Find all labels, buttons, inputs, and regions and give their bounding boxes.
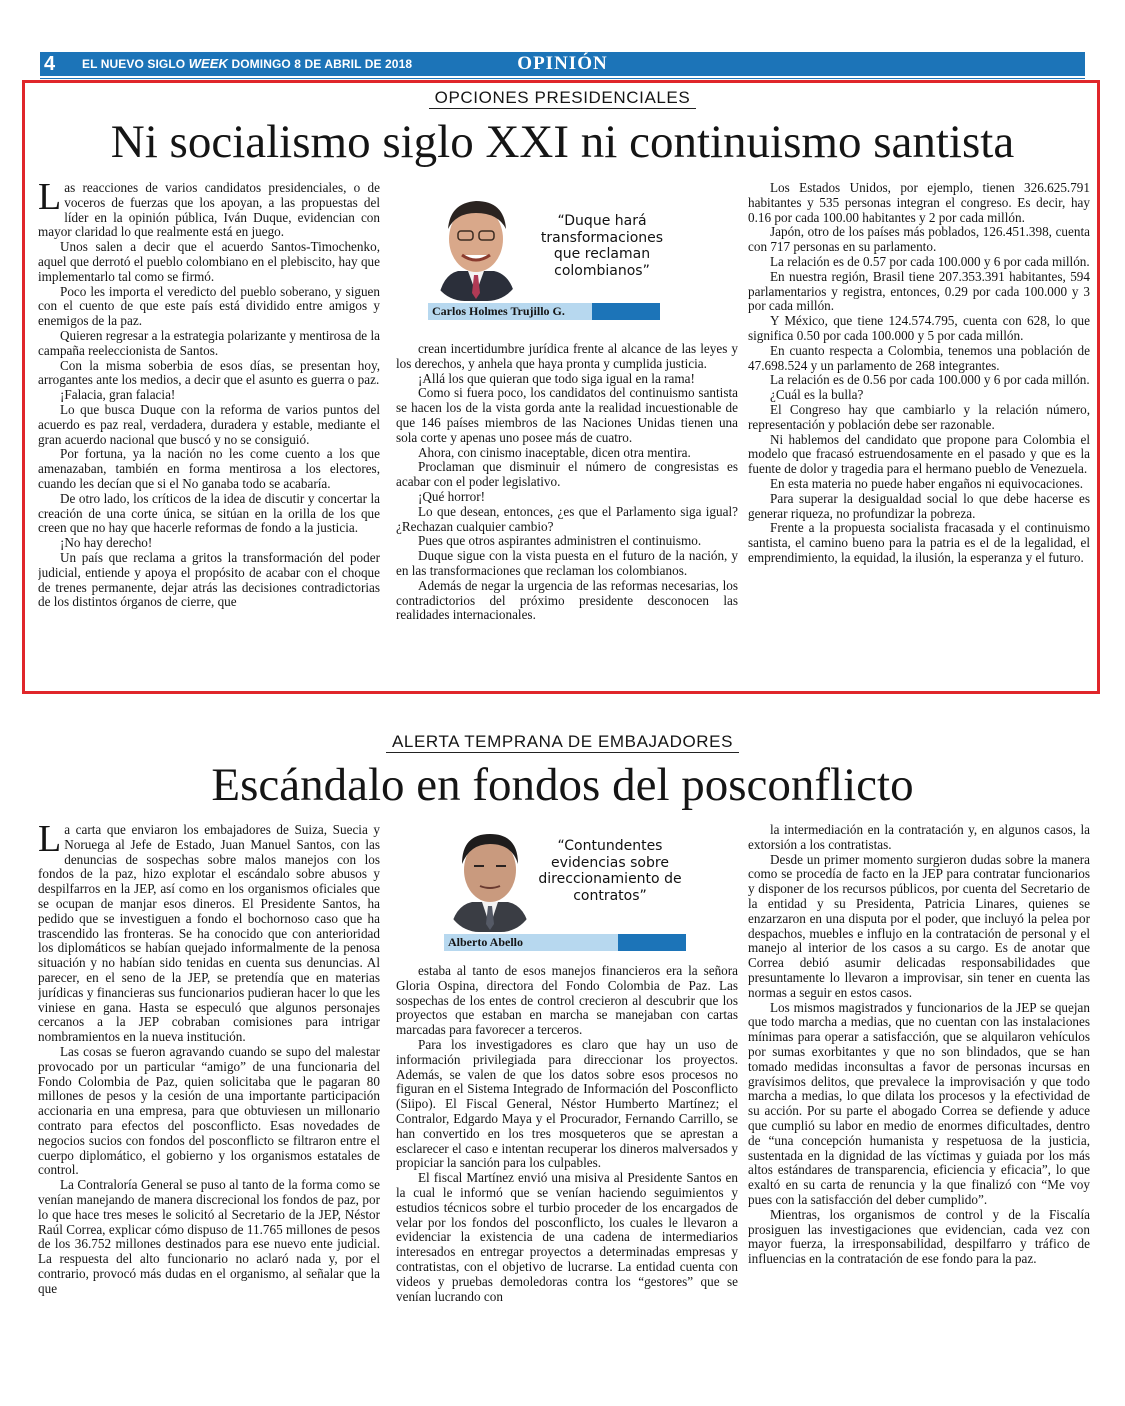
author-portrait-image: [444, 826, 536, 932]
paragraph: [38, 240, 380, 284]
article1-pull-quote: “Duque hará transformaciones que reclaman colombianos”: [540, 213, 664, 279]
name-bar-accent: [592, 303, 660, 320]
paragraph-text: Las cosas se fueron agravando cuando se supo del malestar provocado por un particular “amigo” de una funcionaria del Fondo Colombia de Paz, quien solicitaba que le pagaran 80 millones de pesos y la cesión de una importante participación accionaria en una empresa, para que obtuviesen un millonario contrato para efectos del posconflicto. Esas novedades de negocios sucios con fondos del posconflicto se filtraron entre el cuerpo diplomático, el gobierno y los organismos estatales de control.: [38, 1043, 380, 1178]
publication-name: EL NUEVO SIGLO: [82, 57, 186, 71]
paragraph: [396, 342, 738, 372]
paragraph-text: estaba al tanto de esos manejos financieros era la señora Gloria Ospina, directora del Fondo Colombia de Paz. Las sospechas de los entes de control crecieron al descubrir que los proyectos que estaban en marcha se manejaban con cartas marcadas para favorecer a terceros.: [396, 964, 738, 1038]
header-rule: [40, 78, 1085, 79]
paragraph: [38, 181, 380, 240]
paragraph: [38, 403, 380, 447]
page-number: 4: [44, 53, 56, 75]
article2-column-1: [38, 823, 380, 1363]
paragraph-text: crean incertidumbre jurídica frente al alcance de las leyes y los derechos, y anhela que haya pronta y cumplida justicia.: [396, 342, 738, 371]
paragraph: [748, 433, 1090, 477]
paragraph: [38, 359, 380, 389]
paragraph-text: ¿Cuál es la bulla?: [770, 387, 864, 403]
paragraph-text: La Contraloría General se puso al tanto de la forma como se venían manejando de manera discrecional los fondos de paz, por lo que hace tres meses le solicitó al Secretario de la JEP, Néstor Raúl Correa, explicar cómo dispuso de 11.765 millones de pesos de los 36.752 millones destinados para ese nuevo ente judicial. La respuesta del alto funcionario no aclaró nada y, por el contrario, provocó más dudas en el organismo, al señalar que la que: [38, 1177, 380, 1296]
paragraph: [38, 447, 380, 491]
paragraph-text: Desde un primer momento surgieron dudas sobre la manera como se procedía de facto en la JEP para contratar funcionarios y disponer de los recursos públicos, por cuenta del Secretario de la entidad y su Presidenta, Patricia Linares, quienes se enzarzaron en una disputa por el poder, que incluyó la pelea por despachos, muebles e influjo en la contratación de personal y el manejo al interior de los casos a su cargo. Es de anotar que Correa debió asumir delicadas responsabilidades que presuntamente lo llevaron a improvisar, sin tener en cuenta las normas a seguir en estos casos.: [748, 851, 1090, 1000]
paragraph: [748, 1001, 1090, 1208]
article1-author-box: [410, 185, 680, 325]
paragraph: [38, 823, 380, 1045]
paragraph-text: ¡Allá los que quieran que todo siga igual en la rama!: [418, 370, 695, 386]
paragraph-text: En esta materia no puede haber engaños ni equivocaciones.: [770, 475, 1084, 491]
article2-pull-quote: “Contundentes evidencias sobre direccionamiento de contratos”: [538, 838, 682, 904]
article1-kicker: OPCIONES PRESIDENCIALES: [0, 88, 1125, 108]
paragraph: [748, 1208, 1090, 1267]
paragraph-text: Lo que busca Duque con la reforma de varios puntos del acuerdo es paz real, verdadera, duradera y estable, mediante el gran acuerdo nacional que buscó y no se consiguió.: [38, 401, 380, 447]
paragraph-text: La relación es de 0.56 por cada 100.000 y 6 por cada millón.: [770, 372, 1090, 388]
paragraph-text: a carta que enviaron los embajadores de Suiza, Suecia y Noruega al Jefe de Estado, Juan Manuel Santos, con las denuncias de sospechas sobre malos manejos con los fondos de la paz, hizo explotar el escándalo sobre abusos y despilfarros en la JEP, así como en los organismos oficiales que se ocupan de manjar esos dineros. El Presidente Santos, ha pedido que se investiguen a fondo el bochornoso caso que ha trascendido las fronteras. Se ha conocido que con anterioridad los diplomáticos se habían quejado informalmente de la penosa situación y no habían sido tenidas en cuenta sus denuncias. Al parecer, en el seno de la JEP, se pretendía que en materias jurídicas y financieras sus funcionarios pudieran hacer lo que les viniese en gana. Hasta se especuló que algunos personajes cercanos a la JEP cobraban comisiones para intrigar nombramientos en la nueva institución.: [38, 823, 380, 1045]
paragraph: [748, 270, 1090, 314]
article2-author-box: [420, 824, 690, 956]
paragraph-text: De otro lado, los críticos de la idea de discutir y concertar la creación de una corte única, se sitúan en la orilla de los que creen que no hay que hacerle reformas de fondo a la justicia.: [38, 490, 380, 536]
paragraph-text: as reacciones de varios candidatos presidenciales, o de voceros de fuerzas que los apoyan, a las propuestas del líder en la opinión pública, Iván Duque, evidencian con mayor claridad lo que realmente está en juego.: [38, 181, 380, 240]
paragraph-text: Los mismos magistrados y funcionarios de la JEP se quejan que todo marcha a medias, que no cuentan con las instalaciones mínimas para operar a satisfacción, que se alquilaron vehículos por sumas exorbitantes y que no son blindados, que se han tomado medidas inconsultas a favor de personas incursas en gravísimos delitos, que prevalece la improvisación y que todo marcha a medias, lo que dilata los procesos y la efectividad de su acción. Por su parte el abogado Correa se defiende y aduce que cumplió su labor en medio de enormes dificultades, dentro de “una concepción humanista y respetuosa de la justicia, sustentada en la dignidad de las víctimas y guiada por los más altos estándares de transparencia, eficiencia y eficacia”, lo que exaltó en su carta de renuncia y la que finalizó con “Me voy pues con la satisfacción del deber cumplido”.: [748, 999, 1090, 1207]
drop-cap: L: [38, 181, 62, 218]
paragraph-text: Para los investigadores es claro que hay un uso de información privilegiada para direccionar los proyectos. Además, se valen de que los datos sobre esos procesos no figuran en el Sistema Integrado de Información del Posconflicto (Siipo). El Fiscal General, Néstor Humberto Martínez; el Contralor, Edgardo Maya y el Procurador, Fernando Carrillo, se han convertido en los tres mosqueteros que se aprestan a esclarecer el caso e intentan recuperar los dineros malversados y propiciar la sanción para los culpables.: [396, 1036, 738, 1171]
article1-headline: Ni socialismo siglo XXI ni continuismo santista: [110, 116, 1015, 168]
article1-column-1: [38, 181, 380, 681]
paragraph: [396, 490, 738, 505]
publication-date: DOMINGO 8 DE ABRIL DE 2018: [231, 57, 413, 71]
paragraph-text: Quieren regresar a la estrategia polarizante y mentirosa de la campaña reeleccionista de Santos.: [38, 327, 380, 358]
article1-author-name: Carlos Holmes Trujillo G.: [432, 304, 565, 318]
paragraph: [396, 579, 738, 623]
paragraph-text: En nuestra región, Brasil tiene 207.353.391 habitantes, 594 parlamentarios y registra, entonces, 0.29 por cada 100.000 y 3 por cada millón.: [748, 268, 1090, 314]
paragraph-text: Mientras, los organismos de control y de la Fiscalía prosiguen las investigaciones que evidencian, cada vez con mayor fuerza, la irresponsabilidad, despilfarro y tráfico de influencias en la contratación de ese fondo para la paz.: [748, 1206, 1090, 1267]
article2-column-2: [396, 964, 738, 1364]
paragraph: [396, 1038, 738, 1171]
paragraph: [396, 505, 738, 535]
paragraph-text: ¡Falacia, gran falacia!: [60, 387, 176, 403]
paragraph: [748, 225, 1090, 255]
paragraph-text: Lo que desean, entonces, ¿es que el Parlamento siga igual? ¿Rechazan cualquier cambio?: [396, 503, 738, 534]
paragraph: [396, 534, 738, 549]
paragraph-text: Ahora, con cinismo inaceptable, dicen otra mentira.: [418, 444, 691, 460]
paragraph: [396, 549, 738, 579]
article1-column-2: [396, 342, 738, 682]
section-title: OPINIÓN: [517, 53, 608, 74]
paragraph: [748, 314, 1090, 344]
paragraph-text: la intermediación en la contratación y, en algunos casos, la extorsión a los contratistas.: [748, 823, 1090, 852]
paragraph: [748, 477, 1090, 492]
paragraph-text: Los Estados Unidos, por ejemplo, tienen 326.625.791 habitantes y 535 personas integran el congreso. Es decir, hay 0.16 por cada 100.00 habitantes y 2 por cada millón.: [748, 181, 1090, 225]
name-bar-accent: [618, 934, 686, 951]
paragraph: [748, 181, 1090, 225]
page-header: [40, 52, 1085, 76]
paragraph: [748, 255, 1090, 270]
paragraph-text: Por fortuna, ya la nación no les come cuento a los que amenazaban, también en forma mentirosa a los electores, cuando les decían que si el No ganaba todo se acabaría.: [38, 446, 380, 491]
paragraph-text: Como si fuera poco, los candidatos del continuismo santista se hacen los de la vista gorda ante la realidad incuestionable de que 146 países miembros de las Naciones Unidas tienen una sola corte y apenas uno posee más de cuatro.: [396, 385, 738, 445]
paragraph-text: Pues que otros aspirantes administren el continuismo.: [418, 533, 702, 549]
paragraph: [396, 1171, 738, 1304]
paragraph-text: Para superar la desigualdad social lo que debe hacerse es generar riqueza, no profundizar la pobreza.: [748, 490, 1090, 521]
paragraph-text: ¡No hay derecho!: [60, 535, 153, 551]
paragraph-text: Además de negar la urgencia de las reformas necesarias, los contradictorios del próximo presidente desconocen las realidades internacionales.: [396, 577, 738, 623]
paragraph: [38, 1178, 380, 1296]
paragraph: [396, 446, 738, 461]
paragraph-text: Proclaman que disminuir el número de congresistas es acabar con el poder legislativo.: [396, 459, 738, 490]
paragraph: [748, 388, 1090, 403]
paragraph: [38, 285, 380, 329]
paragraph-text: Unos salen a decir que el acuerdo Santos-Timochenko, aquel que derrotó el pueblo colombiano en el plebiscito, hay que implementarlo tal como se firmó.: [38, 239, 380, 284]
paragraph-text: En cuanto respecta a Colombia, tenemos una población de 47.698.524 y un parlamento de 268 integrantes.: [748, 342, 1090, 373]
paragraph-text: Con la misma soberbia de esos días, se presentan hoy, arrogantes ante los medios, a decir que el asunto es guerra o paz.: [38, 357, 380, 388]
article1-column-3: [748, 181, 1090, 681]
paragraph: [396, 372, 738, 387]
paragraph: [38, 388, 380, 403]
drop-cap: L: [38, 823, 62, 860]
author-portrait-image: [428, 189, 524, 301]
paragraph-text: Un país que reclama a gritos la transformación del poder judicial, entiende y apoya el propósito de acabar con el choque de trenes permanente, dejar atrás las decisiones contradictorias de los distintos órganos de cierre, que: [38, 549, 380, 610]
paragraph-text: Japón, otro de los países más poblados, 126.451.398, cuenta con 717 personas en su parlamento.: [748, 224, 1090, 255]
paragraph: [38, 492, 380, 536]
paragraph-text: La relación es de 0.57 por cada 100.000 y 6 por cada millón.: [770, 253, 1090, 269]
article2-headline: Escándalo en fondos del posconflicto: [211, 759, 914, 811]
article2-author-name-bar: [444, 934, 686, 951]
paragraph: [38, 536, 380, 551]
paragraph: [396, 964, 738, 1038]
edition-name: WEEK: [188, 56, 229, 71]
paragraph-text: Frente a la propuesta socialista fracasada y el continuismo santista, el camino bueno para la patria es el de la legalidad, el emprendimiento, la equidad, la ilusión, la esperanza y el futuro.: [748, 520, 1090, 565]
article2-column-3: [748, 823, 1090, 1363]
paragraph: [748, 521, 1090, 565]
paragraph-text: Y México, que tiene 124.574.795, cuenta con 628, lo que significa 0.50 por cada 100.000 y 5 por cada millón.: [748, 313, 1090, 343]
paragraph: [38, 551, 380, 610]
paragraph: [38, 1045, 380, 1178]
paragraph: [748, 344, 1090, 374]
paragraph-text: Duque sigue con la vista puesta en el futuro de la nación, y en las transformaciones que reclaman los colombianos.: [396, 548, 738, 578]
article1-author-name-bar: [428, 303, 660, 320]
paragraph: [38, 329, 380, 359]
paragraph: [748, 373, 1090, 388]
paragraph-text: Poco les importa el veredicto del pueblo soberano, y siguen con el cuento de que este país está dividido entre amigos y enemigos de la paz.: [38, 283, 380, 329]
paragraph: [748, 403, 1090, 433]
article2-kicker: ALERTA TEMPRANA DE EMBAJADORES: [0, 732, 1125, 752]
paragraph: [748, 492, 1090, 522]
paragraph: [396, 386, 738, 445]
paragraph-text: ¡Qué horror!: [418, 488, 486, 504]
paragraph-text: El fiscal Martínez envió una misiva al Presidente Santos en la cual le informó que se venían haciendo seguimientos y estudios técnicos sobre el turbio proceder de los encargados de velar por los fondos del posconflicto, los cuales le llevaron a evidenciar la existencia de una cadena de intermediarios interesados en entregar proyectos a determinadas empresas y contratistas, con el objetivo de lucrarse. La entidad cuenta con videos y pruebas demoledoras contra los “gestores” que se venían lucrando con: [396, 1170, 738, 1304]
paragraph: [748, 823, 1090, 853]
paragraph: [396, 460, 738, 490]
article2-author-name: Alberto Abello: [448, 935, 523, 949]
paragraph: [748, 853, 1090, 1001]
paragraph-text: Ni hablemos del candidato que propone para Colombia el modelo que fracasó estruendosamente en el pasado y que es la fuente de dolor y tragedia para el hermano pueblo de Venezuela.: [748, 431, 1090, 477]
paragraph-text: El Congreso hay que cambiarlo y la relación número, representación y población debe ser razonable.: [748, 401, 1090, 432]
